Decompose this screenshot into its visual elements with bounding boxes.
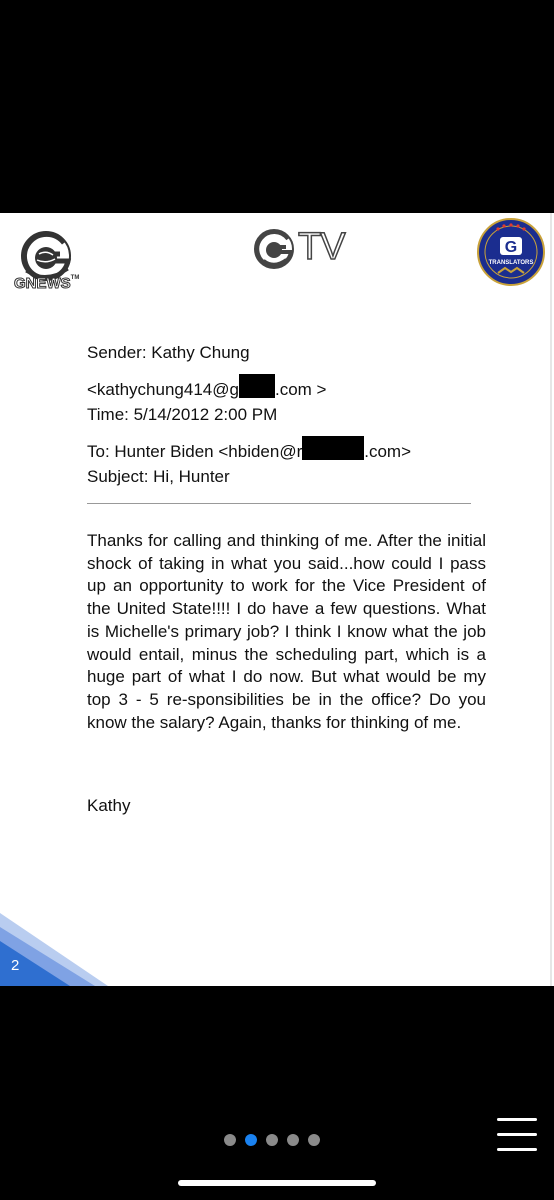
- sender-line: Sender: Kathy Chung: [87, 343, 250, 362]
- redaction-box: [239, 374, 275, 398]
- carousel-dot-active[interactable]: [245, 1134, 257, 1146]
- time-line: Time: 5/14/2012 2:00 PM: [87, 405, 278, 424]
- carousel-dot[interactable]: [266, 1134, 278, 1146]
- menu-icon[interactable]: [497, 1118, 537, 1154]
- to-prefix: To: Hunter Biden <hbiden@r: [87, 442, 303, 461]
- sender-email-prefix: <kathychung414@g: [87, 380, 239, 399]
- gtv-wordmark: TV: [298, 226, 345, 268]
- to-line: [87, 436, 487, 461]
- carousel-dot[interactable]: [308, 1134, 320, 1146]
- email-body: Thanks for calling and thinking of me. After the initial shock of taking in what you said...how could I pass up an opportunity to work for the Vice President of the United State!!!! I do have a few questions. What is Michelle's primary job? I think I know what the job would entail, minus the scheduling part, which is a huge part of what I do now. But what would be my top 3 - 5 re-sponsibilities be in the office? Do you know the salary? Again, thanks for thinking of me.: [87, 531, 486, 732]
- header-divider: [87, 503, 471, 504]
- page-edge: [550, 213, 552, 986]
- sender-email-line: [87, 374, 487, 399]
- email-header: [87, 343, 487, 498]
- badge-text: TRANSLATORS: [488, 260, 534, 266]
- gnews-logo: [12, 225, 92, 309]
- to-suffix: .com>: [364, 442, 412, 461]
- carousel-dot[interactable]: [224, 1134, 236, 1146]
- home-indicator[interactable]: [178, 1180, 376, 1186]
- carousel-dots[interactable]: [224, 1134, 320, 1146]
- gnews-wordmark: GNEWS™: [14, 275, 80, 292]
- badge-letter: G: [504, 239, 518, 256]
- page-corner-decoration: [0, 913, 120, 986]
- document-page: [0, 213, 554, 986]
- page-number: 2: [11, 957, 20, 974]
- carousel-dot[interactable]: [287, 1134, 299, 1146]
- sender-email-suffix: .com >: [274, 380, 327, 399]
- email-signoff: Kathy: [87, 796, 131, 815]
- subject-line: Subject: Hi, Hunter: [87, 467, 230, 486]
- redaction-box: [302, 436, 364, 460]
- translators-badge-logo: [476, 217, 546, 287]
